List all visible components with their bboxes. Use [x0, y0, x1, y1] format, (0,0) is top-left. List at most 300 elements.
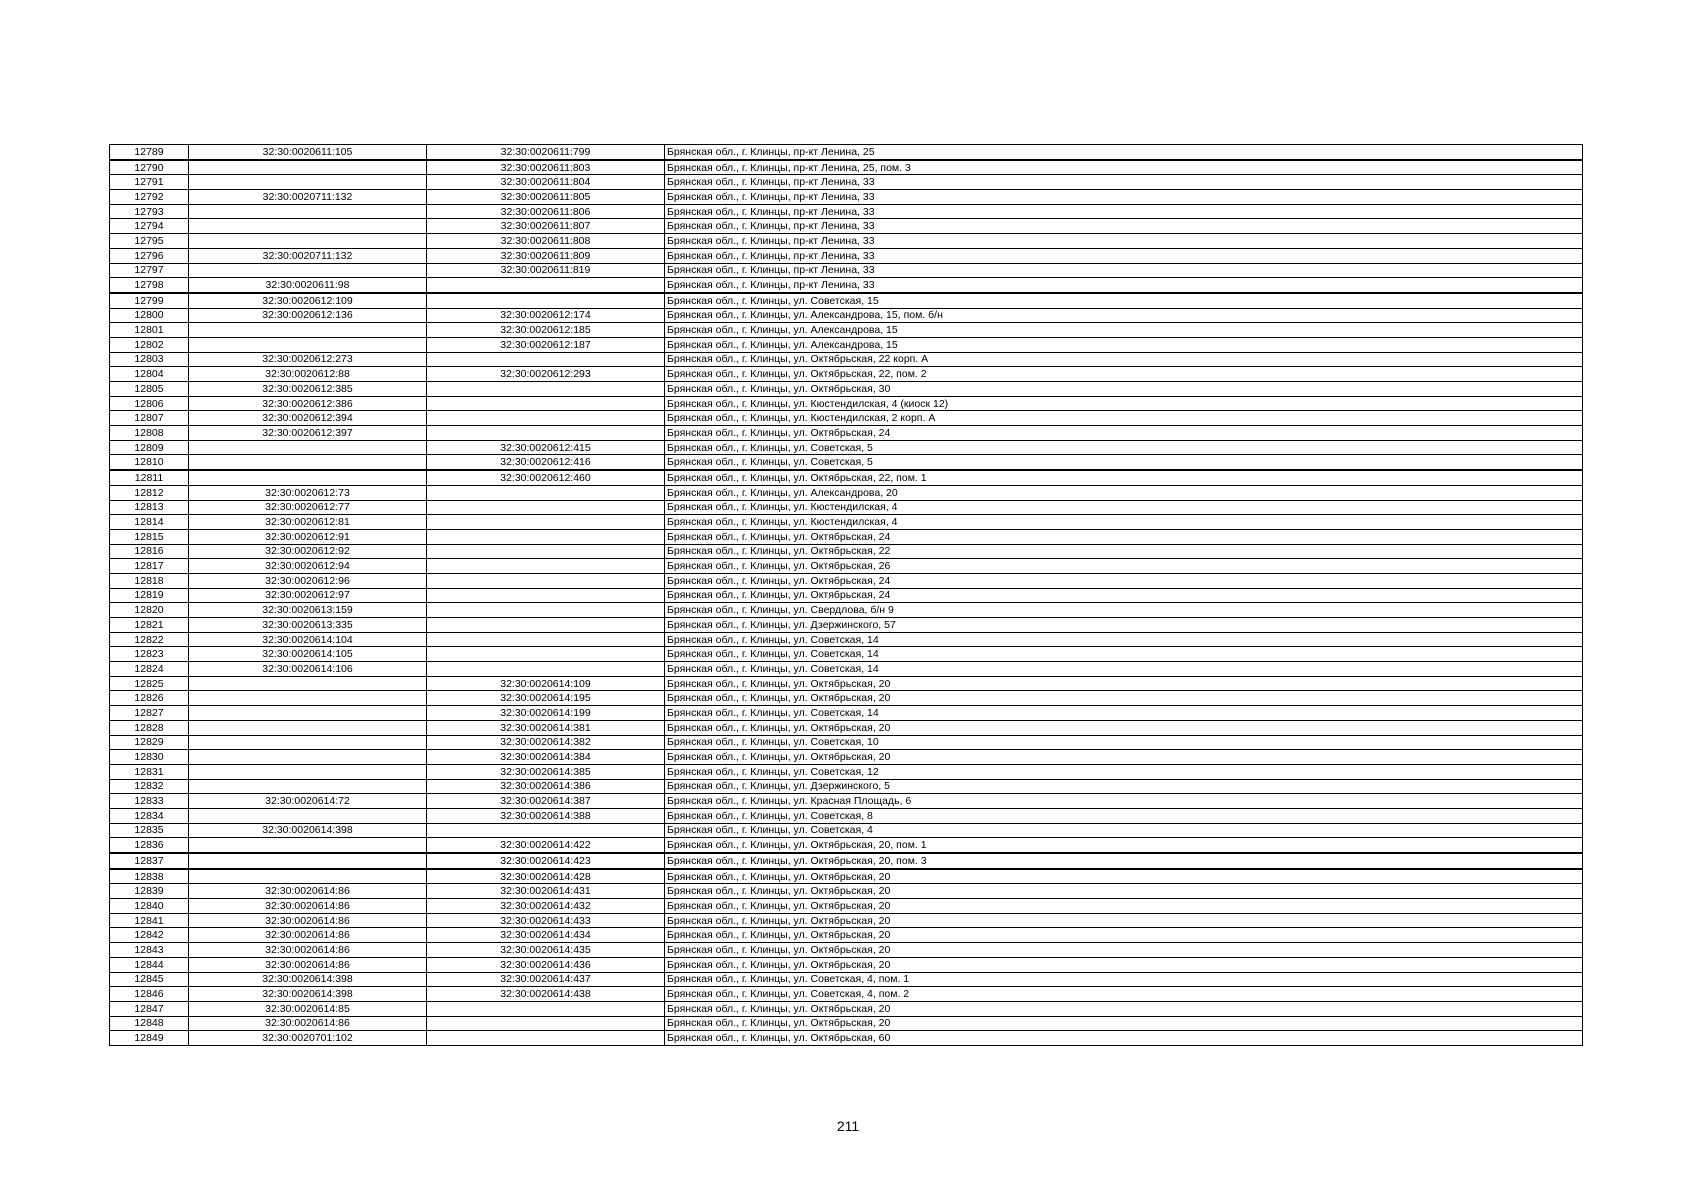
row-number-cell: 12844: [110, 957, 189, 972]
land-cadastral-number-cell: [189, 470, 427, 485]
address-cell: Брянская обл., г. Клинцы, пр-кт Ленина, 33: [665, 175, 1583, 190]
row-number-cell: 12835: [110, 823, 189, 838]
address-cell: Брянская обл., г. Клинцы, ул. Александрова, 15, пом. б/н: [665, 308, 1583, 323]
address-cell: Брянская обл., г. Клинцы, ул. Октябрьская, 20: [665, 884, 1583, 899]
land-cadastral-number-cell: [189, 175, 427, 190]
table-row: [110, 559, 1583, 574]
land-cadastral-number-cell: 32:30:0020613:335: [189, 618, 427, 633]
address-cell: Брянская обл., г. Клинцы, ул. Октябрьская, 22, пом. 2: [665, 367, 1583, 382]
address-cell: Брянская обл., г. Клинцы, ул. Советская, 14: [665, 632, 1583, 647]
row-number-cell: 12823: [110, 647, 189, 662]
land-cadastral-number-cell: 32:30:0020612:386: [189, 396, 427, 411]
address-cell: Брянская обл., г. Клинцы, ул. Советская, 12: [665, 764, 1583, 779]
object-cadastral-number-cell: 32:30:0020614:385: [427, 764, 665, 779]
address-cell: Брянская обл., г. Клинцы, ул. Октябрьская, 30: [665, 382, 1583, 397]
land-cadastral-number-cell: 32:30:0020614:86: [189, 957, 427, 972]
object-cadastral-number-cell: 32:30:0020611:805: [427, 190, 665, 205]
land-cadastral-number-cell: 32:30:0020612:97: [189, 588, 427, 603]
table-row: [110, 794, 1583, 809]
land-cadastral-number-cell: [189, 750, 427, 765]
row-number-cell: 12804: [110, 367, 189, 382]
land-cadastral-number-cell: 32:30:0020611:98: [189, 278, 427, 293]
address-cell: Брянская обл., г. Клинцы, ул. Александрова, 15: [665, 323, 1583, 338]
table-row: [110, 544, 1583, 559]
table-row: [110, 352, 1583, 367]
address-cell: Брянская обл., г. Клинцы, пр-кт Ленина, 33: [665, 263, 1583, 278]
table-row: [110, 647, 1583, 662]
address-cell: Брянская обл., г. Клинцы, ул. Кюстендилская, 4: [665, 500, 1583, 515]
row-number-cell: 12821: [110, 618, 189, 633]
object-cadastral-number-cell: 32:30:0020614:437: [427, 972, 665, 987]
row-number-cell: 12790: [110, 160, 189, 175]
land-cadastral-number-cell: 32:30:0020614:86: [189, 899, 427, 914]
object-cadastral-number-cell: 32:30:0020614:387: [427, 794, 665, 809]
table-row: [110, 808, 1583, 823]
land-cadastral-number-cell: 32:30:0020612:81: [189, 515, 427, 530]
table-row: [110, 899, 1583, 914]
row-number-cell: 12799: [110, 293, 189, 308]
table-row: [110, 396, 1583, 411]
table-row: [110, 735, 1583, 750]
object-cadastral-number-cell: [427, 426, 665, 441]
row-number-cell: 12842: [110, 928, 189, 943]
object-cadastral-number-cell: 32:30:0020612:185: [427, 323, 665, 338]
table-row: [110, 234, 1583, 249]
object-cadastral-number-cell: [427, 382, 665, 397]
table-row: [110, 706, 1583, 721]
address-cell: Брянская обл., г. Клинцы, ул. Октябрьская, 24: [665, 573, 1583, 588]
row-number-cell: 12849: [110, 1031, 189, 1046]
land-cadastral-number-cell: 32:30:0020612:385: [189, 382, 427, 397]
object-cadastral-number-cell: 32:30:0020614:438: [427, 987, 665, 1002]
object-cadastral-number-cell: [427, 588, 665, 603]
object-cadastral-number-cell: [427, 647, 665, 662]
row-number-cell: 12837: [110, 853, 189, 869]
land-cadastral-number-cell: 32:30:0020614:398: [189, 823, 427, 838]
land-cadastral-number-cell: 32:30:0020612:273: [189, 352, 427, 367]
object-cadastral-number-cell: 32:30:0020614:431: [427, 884, 665, 899]
row-number-cell: 12813: [110, 500, 189, 515]
land-cadastral-number-cell: 32:30:0020612:397: [189, 426, 427, 441]
object-cadastral-number-cell: [427, 559, 665, 574]
land-cadastral-number-cell: 32:30:0020711:132: [189, 190, 427, 205]
land-cadastral-number-cell: [189, 337, 427, 352]
land-cadastral-number-cell: 32:30:0020614:85: [189, 1001, 427, 1016]
object-cadastral-number-cell: [427, 396, 665, 411]
land-cadastral-number-cell: [189, 808, 427, 823]
object-cadastral-number-cell: 32:30:0020611:804: [427, 175, 665, 190]
table-row: [110, 204, 1583, 219]
table-row: [110, 618, 1583, 633]
address-cell: Брянская обл., г. Клинцы, ул. Октябрьская, 24: [665, 529, 1583, 544]
land-cadastral-number-cell: 32:30:0020614:104: [189, 632, 427, 647]
table-row: [110, 323, 1583, 338]
land-cadastral-number-cell: 32:30:0020612:92: [189, 544, 427, 559]
land-cadastral-number-cell: 32:30:0020612:88: [189, 367, 427, 382]
address-cell: Брянская обл., г. Клинцы, ул. Кюстендилская, 4 (киоск 12): [665, 396, 1583, 411]
land-cadastral-number-cell: 32:30:0020701:102: [189, 1031, 427, 1046]
object-cadastral-number-cell: 32:30:0020614:433: [427, 913, 665, 928]
row-number-cell: 12845: [110, 972, 189, 987]
land-cadastral-number-cell: 32:30:0020611:105: [189, 145, 427, 160]
row-number-cell: 12836: [110, 838, 189, 853]
address-cell: Брянская обл., г. Клинцы, ул. Октябрьская, 20: [665, 691, 1583, 706]
registry-table-body: [110, 145, 1583, 1046]
object-cadastral-number-cell: 32:30:0020612:416: [427, 455, 665, 470]
address-cell: Брянская обл., г. Клинцы, ул. Советская, 14: [665, 706, 1583, 721]
address-cell: Брянская обл., г. Клинцы, ул. Октябрьская, 20: [665, 676, 1583, 691]
object-cadastral-number-cell: [427, 662, 665, 677]
address-cell: Брянская обл., г. Клинцы, ул. Советская, 4: [665, 823, 1583, 838]
object-cadastral-number-cell: 32:30:0020614:388: [427, 808, 665, 823]
row-number-cell: 12811: [110, 470, 189, 485]
row-number-cell: 12847: [110, 1001, 189, 1016]
table-row: [110, 470, 1583, 485]
object-cadastral-number-cell: 32:30:0020611:819: [427, 263, 665, 278]
object-cadastral-number-cell: 32:30:0020611:803: [427, 160, 665, 175]
address-cell: Брянская обл., г. Клинцы, пр-кт Ленина, 33: [665, 204, 1583, 219]
land-cadastral-number-cell: [189, 160, 427, 175]
object-cadastral-number-cell: [427, 485, 665, 500]
address-cell: Брянская обл., г. Клинцы, пр-кт Ленина, 33: [665, 234, 1583, 249]
object-cadastral-number-cell: [427, 529, 665, 544]
land-cadastral-number-cell: 32:30:0020614:86: [189, 1016, 427, 1031]
land-cadastral-number-cell: 32:30:0020613:159: [189, 603, 427, 618]
table-row: [110, 928, 1583, 943]
row-number-cell: 12848: [110, 1016, 189, 1031]
table-row: [110, 278, 1583, 293]
row-number-cell: 12794: [110, 219, 189, 234]
table-row: [110, 175, 1583, 190]
table-row: [110, 573, 1583, 588]
row-number-cell: 12830: [110, 750, 189, 765]
object-cadastral-number-cell: 32:30:0020612:187: [427, 337, 665, 352]
address-cell: Брянская обл., г. Клинцы, ул. Октябрьская, 20, пом. 3: [665, 853, 1583, 869]
object-cadastral-number-cell: [427, 515, 665, 530]
row-number-cell: 12825: [110, 676, 189, 691]
table-row: [110, 913, 1583, 928]
table-row: [110, 972, 1583, 987]
row-number-cell: 12800: [110, 308, 189, 323]
table-row: [110, 943, 1583, 958]
row-number-cell: 12797: [110, 263, 189, 278]
land-cadastral-number-cell: [189, 735, 427, 750]
address-cell: Брянская обл., г. Клинцы, ул. Советская, 5: [665, 440, 1583, 455]
object-cadastral-number-cell: 32:30:0020612:174: [427, 308, 665, 323]
address-cell: Брянская обл., г. Клинцы, ул. Октябрьская, 20: [665, 899, 1583, 914]
land-cadastral-number-cell: [189, 204, 427, 219]
object-cadastral-number-cell: 32:30:0020611:806: [427, 204, 665, 219]
land-cadastral-number-cell: 32:30:0020614:86: [189, 928, 427, 943]
object-cadastral-number-cell: 32:30:0020614:386: [427, 779, 665, 794]
row-number-cell: 12817: [110, 559, 189, 574]
land-cadastral-number-cell: 32:30:0020614:398: [189, 972, 427, 987]
land-cadastral-number-cell: 32:30:0020614:86: [189, 913, 427, 928]
row-number-cell: 12791: [110, 175, 189, 190]
row-number-cell: 12793: [110, 204, 189, 219]
land-cadastral-number-cell: 32:30:0020614:86: [189, 943, 427, 958]
object-cadastral-number-cell: 32:30:0020611:808: [427, 234, 665, 249]
table-row: [110, 426, 1583, 441]
address-cell: Брянская обл., г. Клинцы, ул. Октябрьская, 20: [665, 1001, 1583, 1016]
land-cadastral-number-cell: 32:30:0020612:73: [189, 485, 427, 500]
row-number-cell: 12810: [110, 455, 189, 470]
land-cadastral-number-cell: [189, 323, 427, 338]
object-cadastral-number-cell: [427, 500, 665, 515]
object-cadastral-number-cell: 32:30:0020614:381: [427, 720, 665, 735]
table-row: [110, 515, 1583, 530]
object-cadastral-number-cell: 32:30:0020614:384: [427, 750, 665, 765]
table-row: [110, 838, 1583, 853]
row-number-cell: 12833: [110, 794, 189, 809]
row-number-cell: 12820: [110, 603, 189, 618]
land-cadastral-number-cell: 32:30:0020612:94: [189, 559, 427, 574]
object-cadastral-number-cell: 32:30:0020611:809: [427, 248, 665, 263]
land-cadastral-number-cell: 32:30:0020614:398: [189, 987, 427, 1002]
land-cadastral-number-cell: [189, 234, 427, 249]
row-number-cell: 12795: [110, 234, 189, 249]
table-row: [110, 603, 1583, 618]
address-cell: Брянская обл., г. Клинцы, пр-кт Ленина, 33: [665, 190, 1583, 205]
row-number-cell: 12807: [110, 411, 189, 426]
land-cadastral-number-cell: [189, 440, 427, 455]
land-cadastral-number-cell: 32:30:0020612:91: [189, 529, 427, 544]
row-number-cell: 12826: [110, 691, 189, 706]
table-row: [110, 411, 1583, 426]
land-cadastral-number-cell: [189, 706, 427, 721]
address-cell: Брянская обл., г. Клинцы, ул. Кюстендилская, 4: [665, 515, 1583, 530]
object-cadastral-number-cell: 32:30:0020614:436: [427, 957, 665, 972]
object-cadastral-number-cell: [427, 352, 665, 367]
page-number: 211: [836, 1118, 860, 1134]
row-number-cell: 12815: [110, 529, 189, 544]
row-number-cell: 12812: [110, 485, 189, 500]
table-row: [110, 720, 1583, 735]
table-row: [110, 440, 1583, 455]
table-row: [110, 957, 1583, 972]
address-cell: Брянская обл., г. Клинцы, ул. Советская, 14: [665, 647, 1583, 662]
address-cell: Брянская обл., г. Клинцы, ул. Октябрьская, 20: [665, 1016, 1583, 1031]
row-number-cell: 12824: [110, 662, 189, 677]
address-cell: Брянская обл., г. Клинцы, ул. Советская, 10: [665, 735, 1583, 750]
row-number-cell: 12829: [110, 735, 189, 750]
table-row: [110, 884, 1583, 899]
table-row: [110, 853, 1583, 869]
land-cadastral-number-cell: 32:30:0020612:136: [189, 308, 427, 323]
address-cell: Брянская обл., г. Клинцы, ул. Дзержинского, 5: [665, 779, 1583, 794]
address-cell: Брянская обл., г. Клинцы, ул. Александрова, 15: [665, 337, 1583, 352]
table-row: [110, 987, 1583, 1002]
address-cell: Брянская обл., г. Клинцы, ул. Октябрьская, 20: [665, 750, 1583, 765]
table-row: [110, 529, 1583, 544]
land-cadastral-number-cell: [189, 764, 427, 779]
row-number-cell: 12839: [110, 884, 189, 899]
table-row: [110, 662, 1583, 677]
object-cadastral-number-cell: 32:30:0020614:422: [427, 838, 665, 853]
table-row: [110, 1001, 1583, 1016]
land-cadastral-number-cell: [189, 691, 427, 706]
row-number-cell: 12827: [110, 706, 189, 721]
row-number-cell: 12819: [110, 588, 189, 603]
land-cadastral-number-cell: 32:30:0020711:132: [189, 248, 427, 263]
table-row: [110, 248, 1583, 263]
table-row: [110, 691, 1583, 706]
address-cell: Брянская обл., г. Клинцы, ул. Октябрьская, 20: [665, 928, 1583, 943]
address-cell: Брянская обл., г. Клинцы, пр-кт Ленина, 33: [665, 248, 1583, 263]
land-cadastral-number-cell: [189, 720, 427, 735]
address-cell: Брянская обл., г. Клинцы, ул. Октябрьская, 24: [665, 588, 1583, 603]
land-cadastral-number-cell: [189, 779, 427, 794]
row-number-cell: 12840: [110, 899, 189, 914]
table-row: [110, 632, 1583, 647]
address-cell: Брянская обл., г. Клинцы, ул. Октябрьская, 22: [665, 544, 1583, 559]
table-row: [110, 779, 1583, 794]
table-row: [110, 145, 1583, 160]
table-row: [110, 1031, 1583, 1046]
land-cadastral-number-cell: [189, 263, 427, 278]
land-cadastral-number-cell: 32:30:0020614:105: [189, 647, 427, 662]
address-cell: Брянская обл., г. Клинцы, ул. Красная Площадь, 6: [665, 794, 1583, 809]
row-number-cell: 12822: [110, 632, 189, 647]
address-cell: Брянская обл., г. Клинцы, ул. Советская, 4, пом. 1: [665, 972, 1583, 987]
address-cell: Брянская обл., г. Клинцы, ул. Советская, 4, пом. 2: [665, 987, 1583, 1002]
row-number-cell: 12828: [110, 720, 189, 735]
land-cadastral-number-cell: 32:30:0020612:96: [189, 573, 427, 588]
row-number-cell: 12834: [110, 808, 189, 823]
address-cell: Брянская обл., г. Клинцы, ул. Октябрьская, 22 корп. А: [665, 352, 1583, 367]
address-cell: Брянская обл., г. Клинцы, ул. Октябрьская, 26: [665, 559, 1583, 574]
row-number-cell: 12816: [110, 544, 189, 559]
row-number-cell: 12796: [110, 248, 189, 263]
table-row: [110, 1016, 1583, 1031]
table-row: [110, 367, 1583, 382]
object-cadastral-number-cell: [427, 544, 665, 559]
object-cadastral-number-cell: [427, 293, 665, 308]
land-cadastral-number-cell: [189, 219, 427, 234]
land-cadastral-number-cell: [189, 838, 427, 853]
row-number-cell: 12805: [110, 382, 189, 397]
object-cadastral-number-cell: [427, 278, 665, 293]
row-number-cell: 12838: [110, 869, 189, 884]
row-number-cell: 12809: [110, 440, 189, 455]
address-cell: Брянская обл., г. Клинцы, ул. Кюстендилская, 2 корп. А: [665, 411, 1583, 426]
table-row: [110, 485, 1583, 500]
table-row: [110, 500, 1583, 515]
row-number-cell: 12792: [110, 190, 189, 205]
address-cell: Брянская обл., г. Клинцы, ул. Октябрьская, 20: [665, 943, 1583, 958]
table-row: [110, 382, 1583, 397]
table-row: [110, 263, 1583, 278]
object-cadastral-number-cell: 32:30:0020614:428: [427, 869, 665, 884]
table-row: [110, 160, 1583, 175]
object-cadastral-number-cell: 32:30:0020612:460: [427, 470, 665, 485]
address-cell: Брянская обл., г. Клинцы, ул. Октябрьская, 24: [665, 426, 1583, 441]
row-number-cell: 12831: [110, 764, 189, 779]
object-cadastral-number-cell: [427, 411, 665, 426]
row-number-cell: 12802: [110, 337, 189, 352]
address-cell: Брянская обл., г. Клинцы, ул. Александрова, 20: [665, 485, 1583, 500]
land-cadastral-number-cell: 32:30:0020614:86: [189, 884, 427, 899]
table-row: [110, 764, 1583, 779]
address-cell: Брянская обл., г. Клинцы, ул. Советская, 5: [665, 455, 1583, 470]
object-cadastral-number-cell: 32:30:0020614:435: [427, 943, 665, 958]
table-row: [110, 823, 1583, 838]
land-cadastral-number-cell: 32:30:0020612:394: [189, 411, 427, 426]
object-cadastral-number-cell: [427, 823, 665, 838]
land-cadastral-number-cell: 32:30:0020612:109: [189, 293, 427, 308]
row-number-cell: 12841: [110, 913, 189, 928]
object-cadastral-number-cell: 32:30:0020614:109: [427, 676, 665, 691]
object-cadastral-number-cell: 32:30:0020611:799: [427, 145, 665, 160]
object-cadastral-number-cell: 32:30:0020614:432: [427, 899, 665, 914]
address-cell: Брянская обл., г. Клинцы, ул. Свердлова, б/н 9: [665, 603, 1583, 618]
land-cadastral-number-cell: 32:30:0020614:106: [189, 662, 427, 677]
address-cell: Брянская обл., г. Клинцы, ул. Октябрьская, 20: [665, 869, 1583, 884]
land-cadastral-number-cell: [189, 869, 427, 884]
address-cell: Брянская обл., г. Клинцы, пр-кт Ленина, 25: [665, 145, 1583, 160]
address-cell: Брянская обл., г. Клинцы, пр-кт Ленина, 33: [665, 278, 1583, 293]
property-registry-table: [109, 144, 1583, 1046]
table-row: [110, 293, 1583, 308]
address-cell: Брянская обл., г. Клинцы, пр-кт Ленина, 25, пом. 3: [665, 160, 1583, 175]
address-cell: Брянская обл., г. Клинцы, ул. Октябрьская, 20: [665, 957, 1583, 972]
address-cell: Брянская обл., г. Клинцы, ул. Советская, 14: [665, 662, 1583, 677]
object-cadastral-number-cell: [427, 1016, 665, 1031]
land-cadastral-number-cell: 32:30:0020614:72: [189, 794, 427, 809]
address-cell: Брянская обл., г. Клинцы, ул. Советская, 8: [665, 808, 1583, 823]
object-cadastral-number-cell: [427, 573, 665, 588]
address-cell: Брянская обл., г. Клинцы, ул. Октябрьская, 60: [665, 1031, 1583, 1046]
row-number-cell: 12803: [110, 352, 189, 367]
address-cell: Брянская обл., г. Клинцы, ул. Октябрьская, 22, пом. 1: [665, 470, 1583, 485]
table-row: [110, 190, 1583, 205]
row-number-cell: 12843: [110, 943, 189, 958]
address-cell: Брянская обл., г. Клинцы, пр-кт Ленина, 33: [665, 219, 1583, 234]
land-cadastral-number-cell: [189, 676, 427, 691]
row-number-cell: 12808: [110, 426, 189, 441]
table-row: [110, 750, 1583, 765]
land-cadastral-number-cell: [189, 455, 427, 470]
address-cell: Брянская обл., г. Клинцы, ул. Октябрьская, 20, пом. 1: [665, 838, 1583, 853]
row-number-cell: 12806: [110, 396, 189, 411]
address-cell: Брянская обл., г. Клинцы, ул. Советская, 15: [665, 293, 1583, 308]
object-cadastral-number-cell: 32:30:0020612:293: [427, 367, 665, 382]
address-cell: Брянская обл., г. Клинцы, ул. Октябрьская, 20: [665, 720, 1583, 735]
table-row: [110, 869, 1583, 884]
object-cadastral-number-cell: [427, 632, 665, 647]
row-number-cell: 12846: [110, 987, 189, 1002]
land-cadastral-number-cell: [189, 853, 427, 869]
land-cadastral-number-cell: 32:30:0020612:77: [189, 500, 427, 515]
object-cadastral-number-cell: 32:30:0020614:199: [427, 706, 665, 721]
row-number-cell: 12798: [110, 278, 189, 293]
object-cadastral-number-cell: [427, 1031, 665, 1046]
table-row: [110, 588, 1583, 603]
row-number-cell: 12832: [110, 779, 189, 794]
object-cadastral-number-cell: 32:30:0020614:434: [427, 928, 665, 943]
object-cadastral-number-cell: [427, 618, 665, 633]
row-number-cell: 12814: [110, 515, 189, 530]
table-row: [110, 308, 1583, 323]
table-row: [110, 337, 1583, 352]
object-cadastral-number-cell: 32:30:0020614:382: [427, 735, 665, 750]
object-cadastral-number-cell: [427, 1001, 665, 1016]
table-row: [110, 455, 1583, 470]
address-cell: Брянская обл., г. Клинцы, ул. Дзержинского, 57: [665, 618, 1583, 633]
object-cadastral-number-cell: 32:30:0020614:195: [427, 691, 665, 706]
row-number-cell: 12818: [110, 573, 189, 588]
table-row: [110, 219, 1583, 234]
